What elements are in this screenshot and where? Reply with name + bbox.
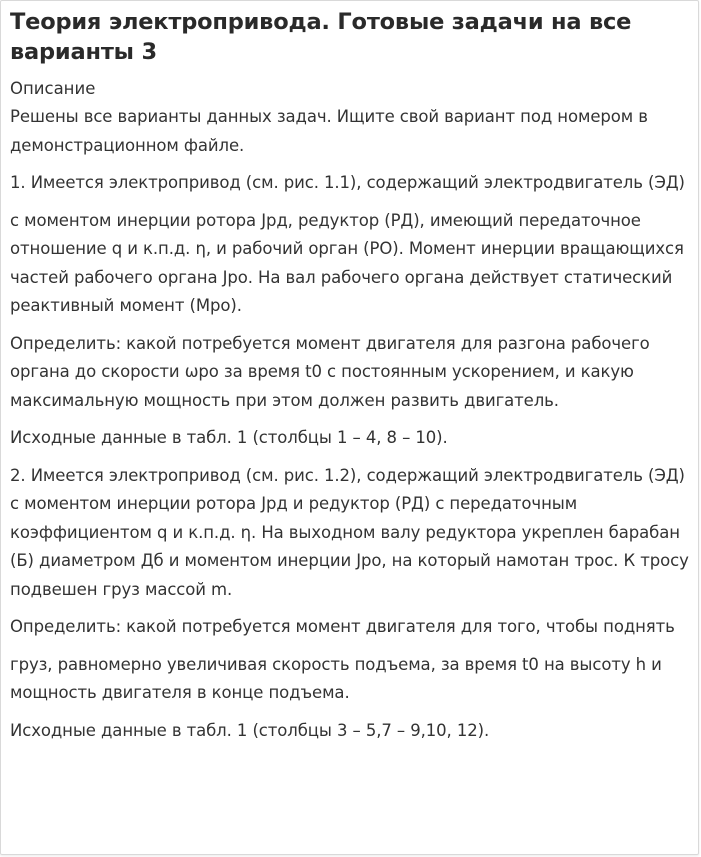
- paragraph-task1-source: Исходные данные в табл. 1 (столбцы 1 – 4, 8 – 10).: [10, 428, 448, 447]
- paragraph-task1-body: с моментом инерции ротора Jрд, редуктор (РД), имеющий передаточное отношение q и к.п.д. η, и рабочий орган (РО). Момент инерции вращающихся частей рабочего органа Jро. На вал рабочего органа действует статический реактивный момент (Мро).: [10, 210, 684, 315]
- paragraph-intro: Решены все варианты данных задач. Ищите свой вариант под номером в демонстрационном файле.: [10, 107, 648, 155]
- paragraph-task1-intro: 1. Имеется электропривод (см. рис. 1.1), содержащий электродвигатель (ЭД): [10, 173, 685, 192]
- paragraph-task2-body: 2. Имеется электропривод (см. рис. 1.2), содержащий электродвигатель (ЭД) с моментом инерции ротора Jрд и редуктор (РД) с передаточным коэффициентом q и к.п.д. η. На выходном валу редуктора укреплен барабан (Б) диаметром Дб и моментом инерции Jро, на который намотан трос. К тросу подвешен груз массой m.: [10, 465, 689, 599]
- paragraph-task2-source: Исходные данные в табл. 1 (столбцы 3 – 5,7 – 9,10, 12).: [10, 720, 490, 740]
- paragraph-task2-question-cont: груз, равномерно увеличивая скорость подъема, за время t0 на высоту h и мощность двигателя в конце подъема.: [10, 654, 662, 702]
- page-title: Теория электропривода. Готовые задачи на все варианты 3: [10, 9, 632, 65]
- card-content: [1, 1, 698, 745]
- paragraph-task1-question: Определить: какой потребуется момент двигателя для разгона рабочего органа до скорости ωро за время t0 с постоянным ускорением, и какую максимальную мощность при этом должен развить двигатель.: [10, 333, 650, 410]
- description-label: Описание: [10, 79, 96, 98]
- paragraph-task2-question: Определить: какой потребуется момент двигателя для того, чтобы поднять: [10, 617, 675, 636]
